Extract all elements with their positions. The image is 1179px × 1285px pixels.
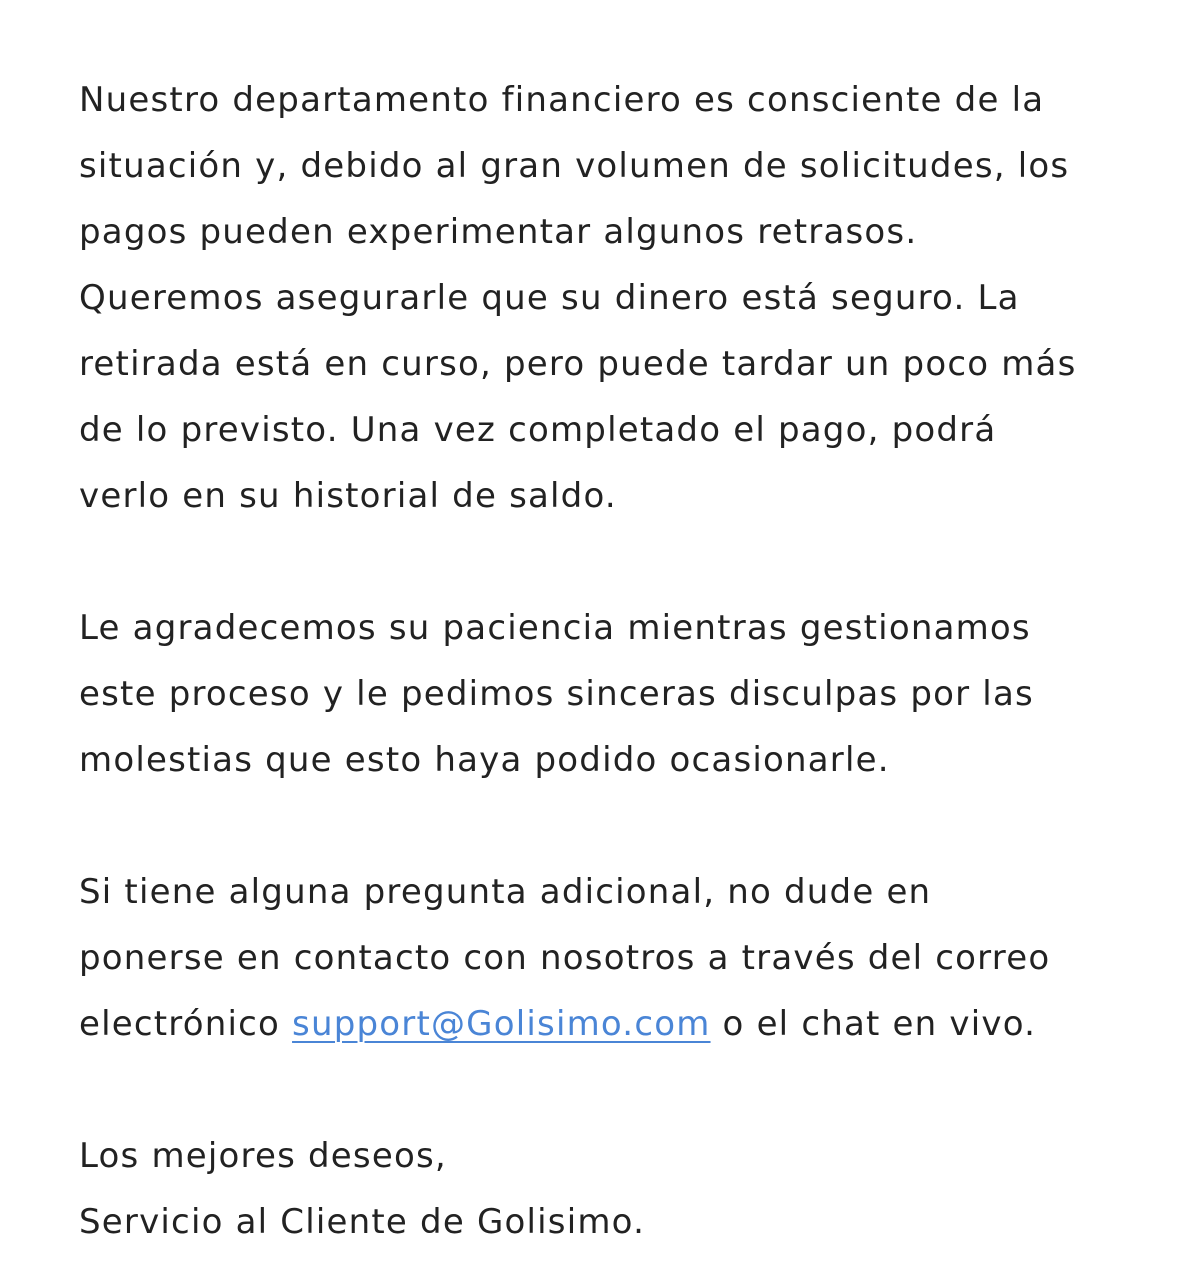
- text-line: situación y, debido al gran volumen de solicitudes, los: [79, 146, 1070, 186]
- text-line: ponerse en contacto con nosotros a través del correo: [79, 938, 1051, 978]
- contact-line: [79, 991, 1139, 1057]
- text-line: Le agradecemos su paciencia mientras gestionamos: [79, 608, 1031, 648]
- text-line: pagos pueden experimentar algunos retrasos.: [79, 212, 918, 252]
- paragraph-contact: [79, 859, 1139, 1057]
- text-line: retirada está en curso, pero puede tardar un poco más: [79, 344, 1077, 384]
- support-email-link[interactable]: support@Golisimo.com: [292, 1004, 711, 1044]
- signoff: [79, 1123, 1139, 1255]
- contact-line-suffix: o el chat en vivo.: [710, 1004, 1037, 1044]
- text-line: Si tiene alguna pregunta adicional, no dude en: [79, 872, 932, 912]
- closing-greeting: Los mejores deseos,: [79, 1136, 447, 1176]
- text-line: molestias que esto haya podido ocasionarle.: [79, 740, 890, 780]
- signature: Servicio al Cliente de Golisimo.: [79, 1202, 646, 1242]
- contact-line-prefix: electrónico: [79, 1004, 293, 1044]
- paragraph-apology: [79, 595, 1139, 793]
- text-line: verlo en su historial de saldo.: [79, 476, 617, 516]
- text-line: de lo previsto. Una vez completado el pago, podrá: [79, 410, 997, 450]
- email-body: [79, 67, 1139, 1255]
- paragraph-payment-delay: [79, 67, 1139, 529]
- text-line: Queremos asegurarle que su dinero está seguro. La: [79, 278, 1020, 318]
- text-line: Nuestro departamento financiero es consciente de la: [79, 80, 1045, 120]
- text-line: este proceso y le pedimos sinceras disculpas por las: [79, 674, 1034, 714]
